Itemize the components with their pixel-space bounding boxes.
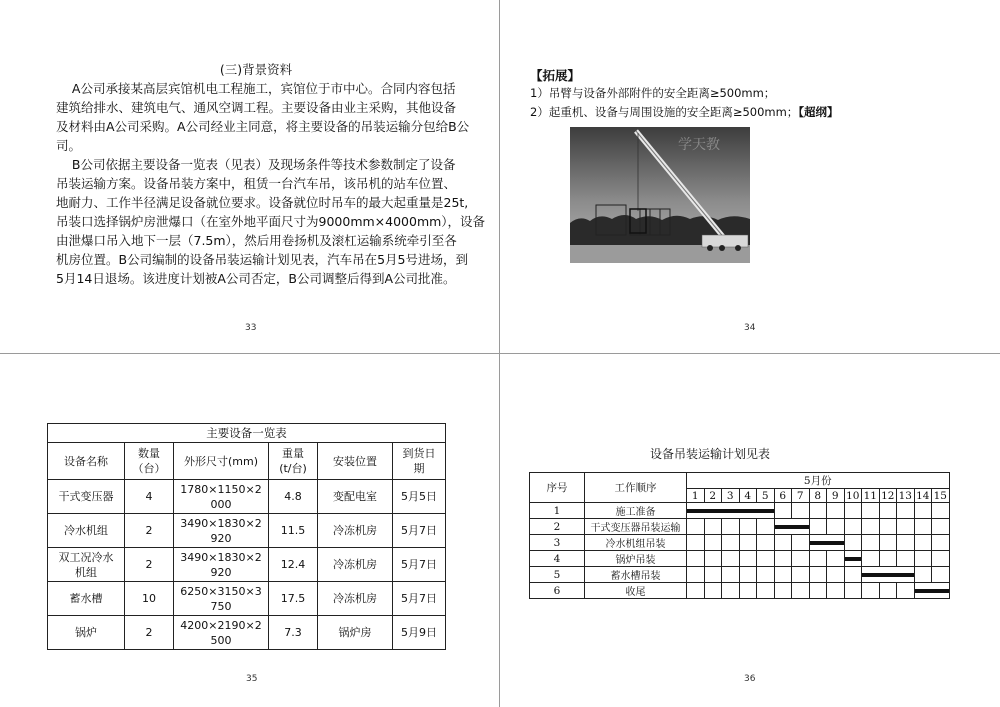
schedule-gantt-table [529, 472, 950, 599]
page-number: 35 [246, 674, 258, 684]
page-number: 33 [245, 323, 257, 333]
day-cell [914, 503, 932, 519]
slide-page-36[interactable] [500, 354, 999, 707]
day-cell [914, 535, 932, 551]
task-name: 蓄水槽吊装 [585, 567, 687, 583]
day-cell [704, 519, 722, 535]
day-cell [687, 583, 705, 599]
safety-distance-line-1: 1）吊臂与设备外部附件的安全距离≥500mm； [530, 86, 776, 100]
day-cell [809, 519, 827, 535]
day-cell [862, 503, 880, 519]
table-row [48, 616, 446, 650]
equipment-cell: 6250×3150×3 750 [174, 582, 269, 616]
day-cell [879, 519, 897, 535]
equipment-cell: 冷冻机房 [318, 514, 393, 548]
day-cell [879, 583, 897, 599]
safety-distance-line-2 [530, 104, 839, 120]
equipment-header-cell: 安装位置 [318, 443, 393, 480]
paragraph-line: 由泄爆口吊入地下一层（7.5m），然后用卷扬机及滚杠运输系统牵引至各 [56, 233, 457, 248]
equipment-cell: 5月7日 [393, 548, 446, 582]
task-index: 4 [530, 551, 585, 567]
day-cell [722, 519, 740, 535]
paragraph-line: B公司依据主要设备一览表（见表）及现场条件等技术参数制定了设备 [56, 157, 456, 172]
gantt-bar [810, 541, 844, 545]
table-row [48, 514, 446, 548]
day-cell [704, 535, 722, 551]
table-row [48, 582, 446, 616]
day-cell [844, 583, 862, 599]
table-row [48, 548, 446, 582]
background-paragraphs [56, 79, 486, 288]
day-header-cell: 9 [827, 489, 845, 503]
day-cell [897, 535, 915, 551]
equipment-header-cell: 外形尺寸(mm) [174, 443, 269, 480]
paragraph-line: 吊装运输方案。设备吊装方案中，租赁一台汽车吊，该吊机的站车位置、 [56, 176, 457, 191]
day-header-cell: 8 [809, 489, 827, 503]
task-name: 施工准备 [585, 503, 687, 519]
page-number: 34 [744, 323, 756, 333]
table-row [530, 503, 950, 519]
crane-photo [570, 127, 750, 263]
out-of-syllabus-tag: 【超纲】 [798, 105, 839, 119]
paragraph-line: 建筑给排水、建筑电气、通风空调工程。主要设备由业主采购，其他设备 [56, 100, 457, 115]
day-cell [739, 567, 757, 583]
background-text-block [56, 60, 486, 288]
equipment-cell: 4200×2190×2 500 [174, 616, 269, 650]
equipment-cell: 冷冻机房 [318, 582, 393, 616]
day-cell [862, 583, 880, 599]
day-cell [897, 583, 915, 599]
table-row [530, 567, 950, 583]
equipment-cell: 变配电室 [318, 480, 393, 514]
day-cell [879, 551, 897, 567]
equipment-cell: 12.4 [269, 548, 318, 582]
day-cell [862, 567, 915, 583]
day-cell [757, 535, 775, 551]
day-header-cell: 12 [879, 489, 897, 503]
equipment-header-cell: 设备名称 [48, 443, 125, 480]
day-cell [844, 503, 862, 519]
day-cell [704, 551, 722, 567]
equipment-table-header-row [48, 443, 446, 480]
extension-title: 【拓展】 [530, 68, 581, 83]
equipment-table [47, 423, 446, 650]
paragraph-line: 及材料由A公司采购。A公司经业主同意，将主要设备的吊装运输分包给B公 [56, 119, 470, 134]
slide-page-34[interactable] [500, 0, 999, 353]
month-header: 5月份 [687, 473, 950, 489]
task-index: 1 [530, 503, 585, 519]
day-header-cell: 2 [704, 489, 722, 503]
day-cell [687, 503, 775, 519]
equipment-cell: 3490×1830×2 920 [174, 548, 269, 582]
day-cell [704, 583, 722, 599]
day-cell [827, 519, 845, 535]
day-cell [862, 551, 880, 567]
task-index: 6 [530, 583, 585, 599]
paragraph-line: 司。 [56, 138, 82, 153]
day-cell [809, 567, 827, 583]
day-cell [687, 567, 705, 583]
paragraph-line: 吊装口选择锅炉房泄爆口（在室外地平面尺寸为9000mm×4000mm），设备 [56, 214, 486, 229]
day-cell [827, 551, 845, 567]
day-cell [932, 551, 950, 567]
day-cell [792, 535, 810, 551]
day-cell [739, 551, 757, 567]
day-cell [844, 551, 862, 567]
equipment-cell: 10 [125, 582, 174, 616]
equipment-cell: 1780×1150×2 000 [174, 480, 269, 514]
equipment-cell: 冷冻机房 [318, 548, 393, 582]
day-header-cell: 14 [914, 489, 932, 503]
schedule-title: 设备吊装运输计划见表 [650, 447, 771, 461]
gantt-bar [687, 509, 774, 513]
day-cell [757, 519, 775, 535]
day-cell [774, 583, 792, 599]
task-name: 锅炉吊装 [585, 551, 687, 567]
day-cell [757, 567, 775, 583]
day-cell [914, 567, 932, 583]
task-index: 2 [530, 519, 585, 535]
task-index: 5 [530, 567, 585, 583]
table-row [530, 519, 950, 535]
equipment-cell: 2 [125, 514, 174, 548]
equipment-cell: 干式变压器 [48, 480, 125, 514]
day-cell [897, 519, 915, 535]
day-cell [792, 503, 810, 519]
paragraph-line: 地耐力、工作半径满足设备就位要求。设备就位时吊车的最大起重量是25t, [56, 195, 469, 210]
equipment-cell: 4 [125, 480, 174, 514]
day-cell [722, 551, 740, 567]
day-cell [809, 583, 827, 599]
day-cell [844, 567, 862, 583]
day-cell [687, 551, 705, 567]
day-cell [722, 583, 740, 599]
day-cell [914, 519, 932, 535]
day-cell [827, 567, 845, 583]
equipment-cell: 2 [125, 548, 174, 582]
day-cell [739, 519, 757, 535]
day-header-cell: 11 [862, 489, 880, 503]
day-cell [862, 535, 880, 551]
schedule-body [530, 503, 950, 599]
day-cell [827, 583, 845, 599]
table-row [530, 551, 950, 567]
paragraph-line: 5月14日退场。该进度计划被A公司否定，B公司调整后得到A公司批准。 [56, 271, 456, 286]
equipment-cell: 5月7日 [393, 514, 446, 548]
day-header-cell: 13 [897, 489, 915, 503]
day-cell [862, 519, 880, 535]
day-cell [932, 567, 950, 583]
day-cell [897, 551, 915, 567]
equipment-cell: 4.8 [269, 480, 318, 514]
day-header-cell: 1 [687, 489, 705, 503]
day-cell [722, 535, 740, 551]
day-cell [757, 551, 775, 567]
day-cell [687, 519, 705, 535]
day-cell [774, 567, 792, 583]
equipment-cell: 冷水机组 [48, 514, 125, 548]
day-cell [809, 551, 827, 567]
equipment-cell: 锅炉房 [318, 616, 393, 650]
paragraph-line: A公司承接某高层宾馆机电工程施工，宾馆位于市中心。合同内容包括 [56, 81, 456, 96]
equipment-header-cell: 数量 （台） [125, 443, 174, 480]
equipment-table-body [48, 480, 446, 650]
section-heading: (三)背景资料 [219, 62, 293, 77]
gantt-bar [775, 525, 809, 529]
day-cell [774, 551, 792, 567]
day-cell [914, 551, 932, 567]
table-row [530, 583, 950, 599]
day-cell [932, 503, 950, 519]
day-cell [844, 535, 862, 551]
equipment-cell: 双工况冷水 机组 [48, 548, 125, 582]
day-cell [792, 583, 810, 599]
day-cell [792, 567, 810, 583]
equipment-cell: 5月5日 [393, 480, 446, 514]
day-cell [809, 503, 827, 519]
day-header-cell: 6 [774, 489, 792, 503]
day-cell [914, 583, 949, 599]
day-cell [897, 503, 915, 519]
day-cell [739, 535, 757, 551]
day-cell [757, 583, 775, 599]
slide-page-35[interactable] [0, 354, 499, 707]
day-cell [792, 551, 810, 567]
task-name: 收尾 [585, 583, 687, 599]
equipment-cell: 锅炉 [48, 616, 125, 650]
day-cell [687, 535, 705, 551]
day-cell [827, 503, 845, 519]
equipment-table-caption: 主要设备一览表 [48, 424, 446, 443]
day-cell [844, 519, 862, 535]
day-cell [932, 535, 950, 551]
equipment-cell: 5月7日 [393, 582, 446, 616]
day-cell [879, 503, 897, 519]
equipment-cell: 蓄水槽 [48, 582, 125, 616]
photo-watermark: 学天教 [678, 137, 720, 153]
gantt-bar [915, 589, 949, 593]
day-cell [722, 567, 740, 583]
gantt-bar [862, 573, 914, 577]
safety-distance-text-2: 2）起重机、设备与周围设施的安全距离≥500mm； [530, 105, 799, 119]
task-name: 干式变压器吊装运输 [585, 519, 687, 535]
page-number: 36 [744, 674, 756, 684]
slide-page-33[interactable] [0, 0, 499, 353]
gantt-bar [845, 557, 862, 561]
equipment-cell: 7.3 [269, 616, 318, 650]
paragraph-line: 机房位置。B公司编制的设备吊装运输计划见表，汽车吊在5月5号进场，到 [56, 252, 468, 267]
table-row [48, 480, 446, 514]
day-header-cell: 4 [739, 489, 757, 503]
col-index-header: 序号 [530, 473, 585, 503]
day-header-cell: 15 [932, 489, 950, 503]
task-index: 3 [530, 535, 585, 551]
day-cell [879, 535, 897, 551]
equipment-cell: 2 [125, 616, 174, 650]
task-name: 冷水机组吊装 [585, 535, 687, 551]
equipment-cell: 3490×1830×2 920 [174, 514, 269, 548]
col-work-header: 工作顺序 [585, 473, 687, 503]
day-header-cell: 3 [722, 489, 740, 503]
day-header-cell: 5 [757, 489, 775, 503]
day-cell [932, 519, 950, 535]
equipment-cell: 5月9日 [393, 616, 446, 650]
day-cell [739, 583, 757, 599]
day-cell [809, 535, 844, 551]
equipment-cell: 17.5 [269, 582, 318, 616]
day-header-cell: 10 [844, 489, 862, 503]
table-row [530, 535, 950, 551]
day-cell [774, 503, 792, 519]
equipment-cell: 11.5 [269, 514, 318, 548]
day-cell [774, 519, 809, 535]
day-cell [774, 535, 792, 551]
day-header-cell: 7 [792, 489, 810, 503]
day-cell [704, 567, 722, 583]
equipment-header-cell: 重量 (t/台) [269, 443, 318, 480]
equipment-header-cell: 到货日 期 [393, 443, 446, 480]
